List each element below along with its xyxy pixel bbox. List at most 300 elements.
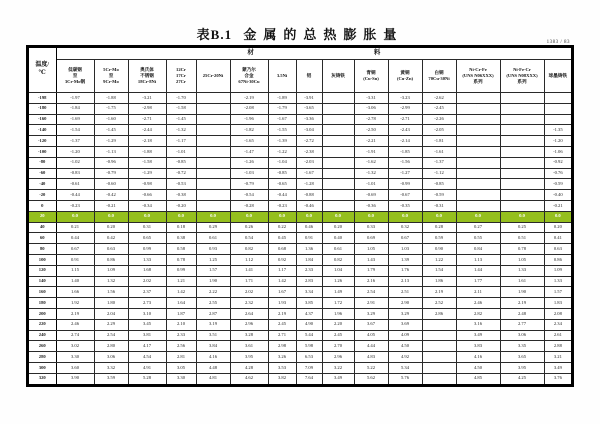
value-cell: 3.26	[268, 352, 296, 363]
value-cell: -0.40	[544, 190, 572, 201]
value-cell: -1.67	[296, 168, 322, 179]
value-cell: 1.32	[94, 276, 128, 287]
value-cell	[544, 114, 572, 125]
value-cell: -1.29	[94, 136, 128, 147]
value-cell	[456, 168, 500, 179]
value-cell: -1.22	[268, 146, 296, 157]
value-cell	[456, 157, 500, 168]
value-cell	[196, 136, 230, 147]
value-cell	[456, 136, 500, 147]
value-cell: 0.31	[128, 222, 166, 233]
value-cell: 1.42	[268, 276, 296, 287]
value-cell: 3.05	[166, 362, 196, 373]
column-header-line: 白铜	[434, 70, 444, 76]
column-header-line: 灰铸铁	[331, 73, 345, 79]
column-header-line: 3Cr-Mo钢	[64, 78, 86, 84]
column-header-line: Ni-Cr-Fe	[469, 67, 487, 73]
temperature-cell: 140	[28, 276, 56, 287]
value-cell: 3.84	[196, 341, 230, 352]
value-cell: 2.64	[230, 308, 268, 319]
column-header	[196, 60, 230, 93]
value-cell: -0.20	[166, 200, 196, 211]
value-cell: 2.19	[500, 298, 544, 309]
value-cell: 2.54	[354, 287, 388, 298]
value-cell: -0.35	[388, 200, 422, 211]
value-cell: 2.19	[422, 287, 456, 298]
value-cell: -1.45	[94, 125, 128, 136]
column-header-line: Ni-Fe-Cr	[513, 67, 531, 73]
value-cell: -0.98	[128, 179, 166, 190]
value-cell: -1.12	[422, 168, 456, 179]
value-cell: 3.85	[296, 298, 322, 309]
temperature-cell: 220	[28, 319, 56, 330]
column-header-line: 27Cr	[176, 78, 186, 84]
value-cell: 3.16	[456, 319, 500, 330]
table-title	[0, 24, 600, 43]
column-header-line: 70Cu-30Ni	[428, 76, 450, 81]
value-cell: -2.43	[388, 125, 422, 136]
thermal-expansion-table	[27, 46, 573, 386]
value-cell: 2.13	[388, 276, 422, 287]
value-cell: 0.41	[544, 233, 572, 244]
value-cell: 0.65	[128, 233, 166, 244]
value-cell: 1.05	[354, 244, 388, 255]
temperature-cell: -20	[28, 190, 56, 201]
temperature-cell: 100	[28, 254, 56, 265]
value-cell: 3.06	[94, 352, 128, 363]
value-cell: 3.10	[128, 308, 166, 319]
value-cell: -3.21	[128, 93, 166, 104]
value-cell: -1.65	[230, 136, 268, 147]
value-cell: -1.55	[268, 125, 296, 136]
temperature-cell: -160	[28, 114, 56, 125]
value-cell: 0.61	[322, 244, 354, 255]
value-cell: 3.21	[544, 352, 572, 363]
value-cell: 3.83	[456, 341, 500, 352]
value-cell	[500, 114, 544, 125]
value-cell: 3.32	[94, 362, 128, 373]
value-cell: 0.28	[422, 222, 456, 233]
value-cell: -0.88	[296, 190, 322, 201]
value-cell	[500, 136, 544, 147]
value-cell: -3.91	[296, 93, 322, 104]
value-cell: -1.58	[166, 103, 196, 114]
column-header-line: (Cu-Sn)	[363, 76, 379, 81]
value-cell	[196, 93, 230, 104]
value-cell: 2.51	[388, 287, 422, 298]
value-cell	[422, 330, 456, 341]
table-row	[28, 114, 572, 125]
table-row	[28, 362, 572, 373]
value-cell: 1.57	[196, 265, 230, 276]
value-cell: 0.0	[500, 211, 544, 222]
temperature-cell: -60	[28, 168, 56, 179]
value-cell	[500, 190, 544, 201]
value-cell: 0.29	[196, 222, 230, 233]
value-cell: 1.77	[456, 276, 500, 287]
value-cell: 1.39	[388, 254, 422, 265]
value-cell: 0.21	[56, 222, 94, 233]
value-cell	[456, 103, 500, 114]
column-header	[128, 60, 166, 93]
value-cell: 0.68	[268, 244, 296, 255]
value-cell: 0.27	[456, 222, 500, 233]
value-cell: 1.05	[500, 254, 544, 265]
temperature-cell: 240	[28, 330, 56, 341]
value-cell: 0.59	[422, 233, 456, 244]
value-cell: 1.25	[196, 254, 230, 265]
value-cell: -1.85	[388, 146, 422, 157]
value-cell: 3.49	[544, 362, 572, 373]
value-cell: 2.73	[128, 298, 166, 309]
value-cell: -1.47	[230, 146, 268, 157]
value-cell: -0.34	[128, 200, 166, 211]
value-cell: 3.53	[268, 362, 296, 373]
value-cell: -0.28	[230, 200, 268, 211]
value-cell: -3.31	[354, 93, 388, 104]
value-cell: 5.76	[388, 373, 422, 384]
value-cell: 4.54	[128, 352, 166, 363]
value-cell: -2.05	[422, 125, 456, 136]
value-cell: -0.23	[268, 200, 296, 211]
column-header-line: 3.5Ni	[276, 73, 288, 79]
value-cell: -0.76	[544, 168, 572, 179]
value-cell: 0.32	[388, 222, 422, 233]
value-cell: -0.21	[544, 200, 572, 211]
column-header-line: 低碳钢	[68, 67, 82, 73]
column-header	[56, 60, 94, 93]
value-cell: 0.0	[196, 211, 230, 222]
value-cell: 5.34	[388, 362, 422, 373]
material-span-header	[56, 47, 572, 60]
column-header	[500, 60, 544, 93]
column-header-line: 蒙乃尔	[242, 67, 256, 73]
value-cell: 1.61	[500, 276, 544, 287]
column-header-line: 12Cr	[176, 67, 186, 73]
value-cell: -0.44	[268, 190, 296, 201]
value-cell: -1.58	[128, 157, 166, 168]
value-cell: 1.33	[544, 276, 572, 287]
value-cell: 2.34	[544, 319, 572, 330]
value-cell: 4.50	[456, 362, 500, 373]
value-cell: 2.37	[128, 287, 166, 298]
value-cell: 1.09	[544, 265, 572, 276]
value-cell: 0.67	[388, 233, 422, 244]
value-cell: 0.44	[56, 233, 94, 244]
value-cell: -3.06	[354, 103, 388, 114]
temperature-header-line: ℃	[38, 70, 46, 76]
value-cell: 1.90	[500, 287, 544, 298]
value-cell: -0.85	[422, 179, 456, 190]
value-cell: -0.42	[94, 190, 128, 201]
column-header-line: 至	[108, 73, 114, 79]
value-cell: 3.29	[354, 308, 388, 319]
value-cell: 2.45	[322, 330, 354, 341]
value-cell: -1.84	[56, 103, 94, 114]
value-cell: 4.50	[388, 341, 422, 352]
value-cell	[500, 200, 544, 211]
table-title-text: 金属的总热膨胀量	[243, 27, 404, 42]
value-cell: 3.02	[56, 341, 94, 352]
value-cell: 1.13	[456, 254, 500, 265]
value-cell: 2.19	[56, 308, 94, 319]
value-cell: -0.54	[230, 190, 268, 201]
value-cell: 0.0	[296, 211, 322, 222]
value-cell: 4.37	[296, 308, 322, 319]
table-row	[28, 190, 572, 201]
temperature-cell: 80	[28, 244, 56, 255]
value-cell: -0.65	[268, 179, 296, 190]
value-cell	[456, 200, 500, 211]
column-header-line: 17Cr	[176, 73, 186, 79]
table-row	[28, 373, 572, 384]
value-cell: -1.01	[166, 146, 196, 157]
value-cell	[196, 168, 230, 179]
column-header-line: 球墨铸铁	[548, 73, 568, 79]
value-cell: 3.76	[544, 373, 572, 384]
value-cell: 5.44	[296, 330, 322, 341]
value-cell: 7.09	[296, 362, 322, 373]
column-header	[544, 60, 572, 93]
value-cell: 2.82	[456, 308, 500, 319]
value-cell: -0.72	[166, 168, 196, 179]
value-cell: 1.15	[56, 265, 94, 276]
value-cell: 5.28	[128, 373, 166, 384]
value-cell: -1.45	[166, 114, 196, 125]
value-cell: -0.59	[422, 190, 456, 201]
value-cell: -0.79	[230, 179, 268, 190]
value-cell: 2.46	[56, 319, 94, 330]
value-cell: 2.33	[296, 265, 322, 276]
value-cell: 4.90	[296, 319, 322, 330]
value-cell: 3.29	[388, 308, 422, 319]
value-cell: -0.38	[166, 190, 196, 201]
value-cell: 0.51	[500, 233, 544, 244]
table-row	[28, 125, 572, 136]
value-cell: 1.33	[128, 254, 166, 265]
value-cell	[322, 200, 354, 211]
value-cell: 0.22	[268, 222, 296, 233]
value-cell: -0.85	[166, 157, 196, 168]
temperature-cell: 40	[28, 222, 56, 233]
value-cell: 4.62	[230, 373, 268, 384]
table-header	[28, 47, 572, 93]
value-cell	[500, 146, 544, 157]
value-cell: 3.49	[456, 330, 500, 341]
value-cell: 0.20	[94, 222, 128, 233]
value-cell: -1.91	[354, 146, 388, 157]
value-cell: 2.32	[230, 298, 268, 309]
column-header-line: (UNS N08XXX)	[506, 73, 538, 79]
value-cell: -0.96	[94, 157, 128, 168]
value-cell: 0.67	[56, 244, 94, 255]
column-header	[94, 60, 128, 93]
value-cell: 2.33	[166, 330, 196, 341]
value-cell	[196, 146, 230, 157]
value-cell: -1.35	[544, 125, 572, 136]
value-cell: 0.54	[230, 233, 268, 244]
value-cell	[422, 362, 456, 373]
value-cell: 3.59	[94, 373, 128, 384]
value-cell	[500, 93, 544, 104]
value-cell: -1.54	[56, 125, 94, 136]
value-cell: 3.19	[196, 319, 230, 330]
value-cell: 0.63	[544, 244, 572, 255]
table-body	[28, 93, 572, 385]
value-cell: 1.76	[388, 265, 422, 276]
value-cell: 3.34	[296, 287, 322, 298]
value-cell: 0.18	[166, 222, 196, 233]
table-row	[28, 319, 572, 330]
value-cell: 0.20	[544, 222, 572, 233]
temperature-cell: -180	[28, 103, 56, 114]
value-cell: 1.22	[422, 254, 456, 265]
value-cell: 3.22	[322, 362, 354, 373]
value-cell: -1.79	[268, 103, 296, 114]
value-cell: -1.37	[422, 157, 456, 168]
value-cell: 1.42	[166, 287, 196, 298]
value-cell: 5.22	[354, 362, 388, 373]
column-header	[354, 60, 388, 93]
value-cell: -2.18	[128, 136, 166, 147]
value-cell: 3.35	[500, 341, 544, 352]
table-row	[28, 136, 572, 147]
value-cell: 2.20	[322, 319, 354, 330]
value-cell: -0.92	[544, 157, 572, 168]
value-cell: -2.21	[354, 136, 388, 147]
value-cell: 3.60	[56, 362, 94, 373]
value-cell: -1.06	[544, 146, 572, 157]
value-cell: 2.46	[456, 298, 500, 309]
value-cell: 1.64	[166, 298, 196, 309]
temperature-cell: 300	[28, 362, 56, 373]
column-header-line: 合金	[244, 73, 254, 79]
column-header-line: (Cu-Zn)	[396, 76, 414, 81]
column-header-line: 青铜	[366, 70, 376, 76]
table-row	[28, 265, 572, 276]
table-row	[28, 276, 572, 287]
value-cell: 0.82	[230, 244, 268, 255]
value-cell	[322, 146, 354, 157]
column-header-line: 铝	[306, 73, 312, 79]
value-cell: 0.0	[56, 211, 94, 222]
value-cell	[500, 179, 544, 190]
value-cell: -2.78	[354, 114, 388, 125]
value-cell	[322, 168, 354, 179]
value-cell: -1.81	[422, 136, 456, 147]
value-cell: 0.91	[56, 254, 94, 265]
value-cell	[422, 373, 456, 384]
table-row	[28, 93, 572, 104]
temperature-cell: 180	[28, 298, 56, 309]
temperature-cell: 200	[28, 308, 56, 319]
value-cell: -0.36	[354, 200, 388, 211]
value-cell: -1.39	[268, 136, 296, 147]
value-cell: 4.83	[354, 352, 388, 363]
value-cell: 1.26	[322, 276, 354, 287]
value-cell: 0.0	[166, 211, 196, 222]
table-row	[28, 287, 572, 298]
column-header-line: 黄铜	[400, 70, 410, 76]
value-cell: -1.20	[56, 146, 94, 157]
value-cell	[196, 114, 230, 125]
value-cell: 2.86	[422, 308, 456, 319]
value-cell: 1.04	[322, 265, 354, 276]
value-cell: 3.95	[230, 352, 268, 363]
value-cell: 2.19	[268, 308, 296, 319]
table-row	[28, 233, 572, 244]
value-cell: 0.93	[196, 244, 230, 255]
value-cell: 2.88	[544, 341, 572, 352]
temperature-cell: 20	[28, 211, 56, 222]
value-cell: 1.12	[230, 254, 268, 265]
value-cell: 7.64	[296, 373, 322, 384]
value-cell: 2.48	[500, 308, 544, 319]
value-cell: -3.04	[296, 125, 322, 136]
value-cell: 0.63	[94, 244, 128, 255]
value-cell: -1.69	[56, 114, 94, 125]
value-cell: 0.86	[94, 254, 128, 265]
value-cell: 0.58	[166, 244, 196, 255]
value-cell: -1.04	[268, 157, 296, 168]
value-cell: 1.79	[354, 265, 388, 276]
value-cell: 0.38	[166, 233, 196, 244]
material-header-char: 料	[373, 49, 381, 57]
value-cell: 2.52	[422, 298, 456, 309]
value-cell: 0.61	[196, 233, 230, 244]
value-cell: 3.45	[128, 319, 166, 330]
value-cell: -1.75	[94, 103, 128, 114]
value-cell: -0.99	[388, 179, 422, 190]
value-cell: 2.56	[166, 341, 196, 352]
value-cell: 1.96	[322, 308, 354, 319]
value-cell: -2.26	[422, 114, 456, 125]
value-cell: 0.25	[500, 222, 544, 233]
value-cell: -1.27	[388, 168, 422, 179]
column-header	[456, 60, 500, 93]
table-row	[28, 254, 572, 265]
value-cell: 2.61	[544, 330, 572, 341]
value-cell: 1.57	[544, 287, 572, 298]
value-cell: 4.81	[196, 373, 230, 384]
value-cell: 0.42	[94, 233, 128, 244]
column-header	[296, 60, 322, 93]
value-cell: 3.90	[56, 373, 94, 384]
value-cell: -2.45	[422, 103, 456, 114]
table-row	[28, 222, 572, 233]
value-cell: 1.92	[56, 298, 94, 309]
value-cell: 4.92	[388, 352, 422, 363]
value-cell: 3.81	[128, 330, 166, 341]
value-cell: 3.28	[230, 330, 268, 341]
value-cell: 2.91	[354, 298, 388, 309]
value-cell: 0.0	[354, 211, 388, 222]
temperature-column-header	[28, 47, 56, 93]
value-cell	[544, 103, 572, 114]
value-cell: 2.16	[354, 276, 388, 287]
value-cell: 0.0	[388, 211, 422, 222]
value-cell: -2.99	[388, 103, 422, 114]
value-cell: 4.16	[196, 352, 230, 363]
value-cell: 1.67	[268, 287, 296, 298]
value-cell: 1.09	[94, 265, 128, 276]
column-header-line: 系列	[517, 78, 527, 84]
temperature-cell: 320	[28, 373, 56, 384]
value-cell: -1.26	[230, 157, 268, 168]
value-cell: 6.53	[296, 352, 322, 363]
value-cell: -0.21	[94, 200, 128, 211]
value-cell: -0.85	[268, 168, 296, 179]
